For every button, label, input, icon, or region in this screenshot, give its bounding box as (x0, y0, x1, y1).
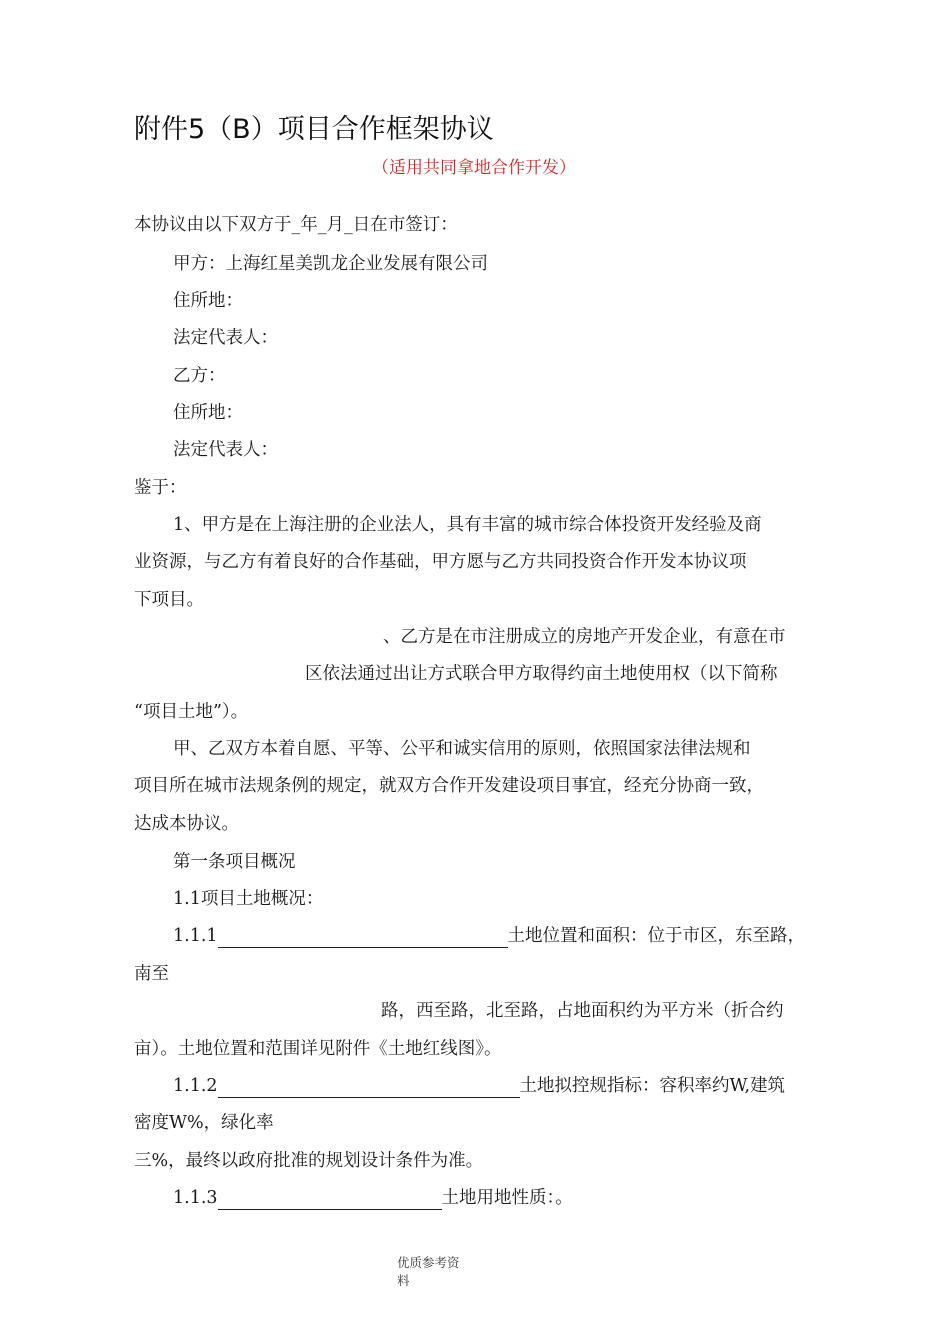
clause1-line3: 下项目。 (134, 590, 204, 610)
section-1-1-2 (173, 1074, 785, 1098)
intro-line: 本协议由以下双方于_年_月_日在市签订： (134, 215, 458, 235)
article-1-heading: 第一条项目概况 (173, 852, 296, 872)
principle-line3: 达成本协议。 (134, 814, 239, 834)
section-text: 土地用地性质：。 (441, 1188, 573, 1208)
section-number: 1.1.1 (173, 926, 218, 946)
party-a: 甲方：上海红星美凯龙企业发展有限公司 (173, 254, 488, 274)
page-footer (397, 1254, 477, 1290)
document-title: 附件5（B）项目合作框架协议 (134, 114, 494, 145)
section-text: 土地拟控规指标：容积率约W,建筑 (519, 1076, 786, 1096)
section-1-1-3 (173, 1186, 573, 1210)
section-1-1-1 (173, 924, 805, 948)
clause1-line1: 1、甲方是在上海注册的企业法人，具有丰富的城市综合体投资开发经验及商 (173, 515, 762, 535)
section-1-1-1-line2: 南至 (134, 964, 169, 984)
principle-line2: 项目所在城市法规条例的规定，就双方合作开发建设项目事宜，经充分协商一致， (134, 776, 764, 796)
clause2-line1: 、乙方是在市注册成立的房地产开发企业，有意在市 (383, 627, 786, 647)
section-number: 1.1.3 (173, 1188, 218, 1208)
whereas-heading: 鉴于： (134, 478, 187, 498)
section-1-1: 1.1项目土地概况： (173, 889, 324, 909)
fill-in-blank (218, 927, 508, 948)
principle-line1: 甲、乙双方本着自愿、平等、公平和诚实信用的原则，依照国家法律法规和 (173, 739, 751, 759)
party-b-address: 住所地： (173, 403, 243, 423)
party-a-representative: 法定代表人： (173, 328, 278, 348)
section-number: 1.1.2 (173, 1076, 218, 1096)
party-b: 乙方： (173, 366, 226, 386)
clause2-line3: “项目土地”）。 (134, 702, 249, 722)
footer-line2: 料 (397, 1273, 410, 1288)
section-1-1-2-line3: 三%，最终以政府批准的规划设计条件为准。 (134, 1151, 484, 1171)
section-1-1-1-line4: 亩）。土地位置和范围详见附件《土地红线图》。 (134, 1039, 502, 1059)
section-text: 土地位置和面积：位于市区，东至路， (507, 926, 806, 946)
fill-in-blank (218, 1077, 520, 1098)
footer-line1: 优质参考资 (397, 1255, 460, 1270)
party-a-address: 住所地： (173, 291, 243, 311)
document-subtitle: （适用共同拿地合作开发） (372, 158, 576, 178)
fill-in-blank (218, 1189, 442, 1210)
party-b-representative: 法定代表人： (173, 440, 278, 460)
clause1-line2: 业资源，与乙方有着良好的合作基础，甲方愿与乙方共同投资合作开发本协议项 (134, 552, 747, 572)
section-1-1-2-line2: 密度W%，绿化率 (134, 1113, 274, 1133)
section-1-1-1-line3: 路，西至路，北至路，占地面积约为平方米（折合约 (381, 1001, 784, 1021)
clause2-line2: 区依法通过出让方式联合甲方取得约亩土地使用权（以下简称 (305, 664, 778, 684)
